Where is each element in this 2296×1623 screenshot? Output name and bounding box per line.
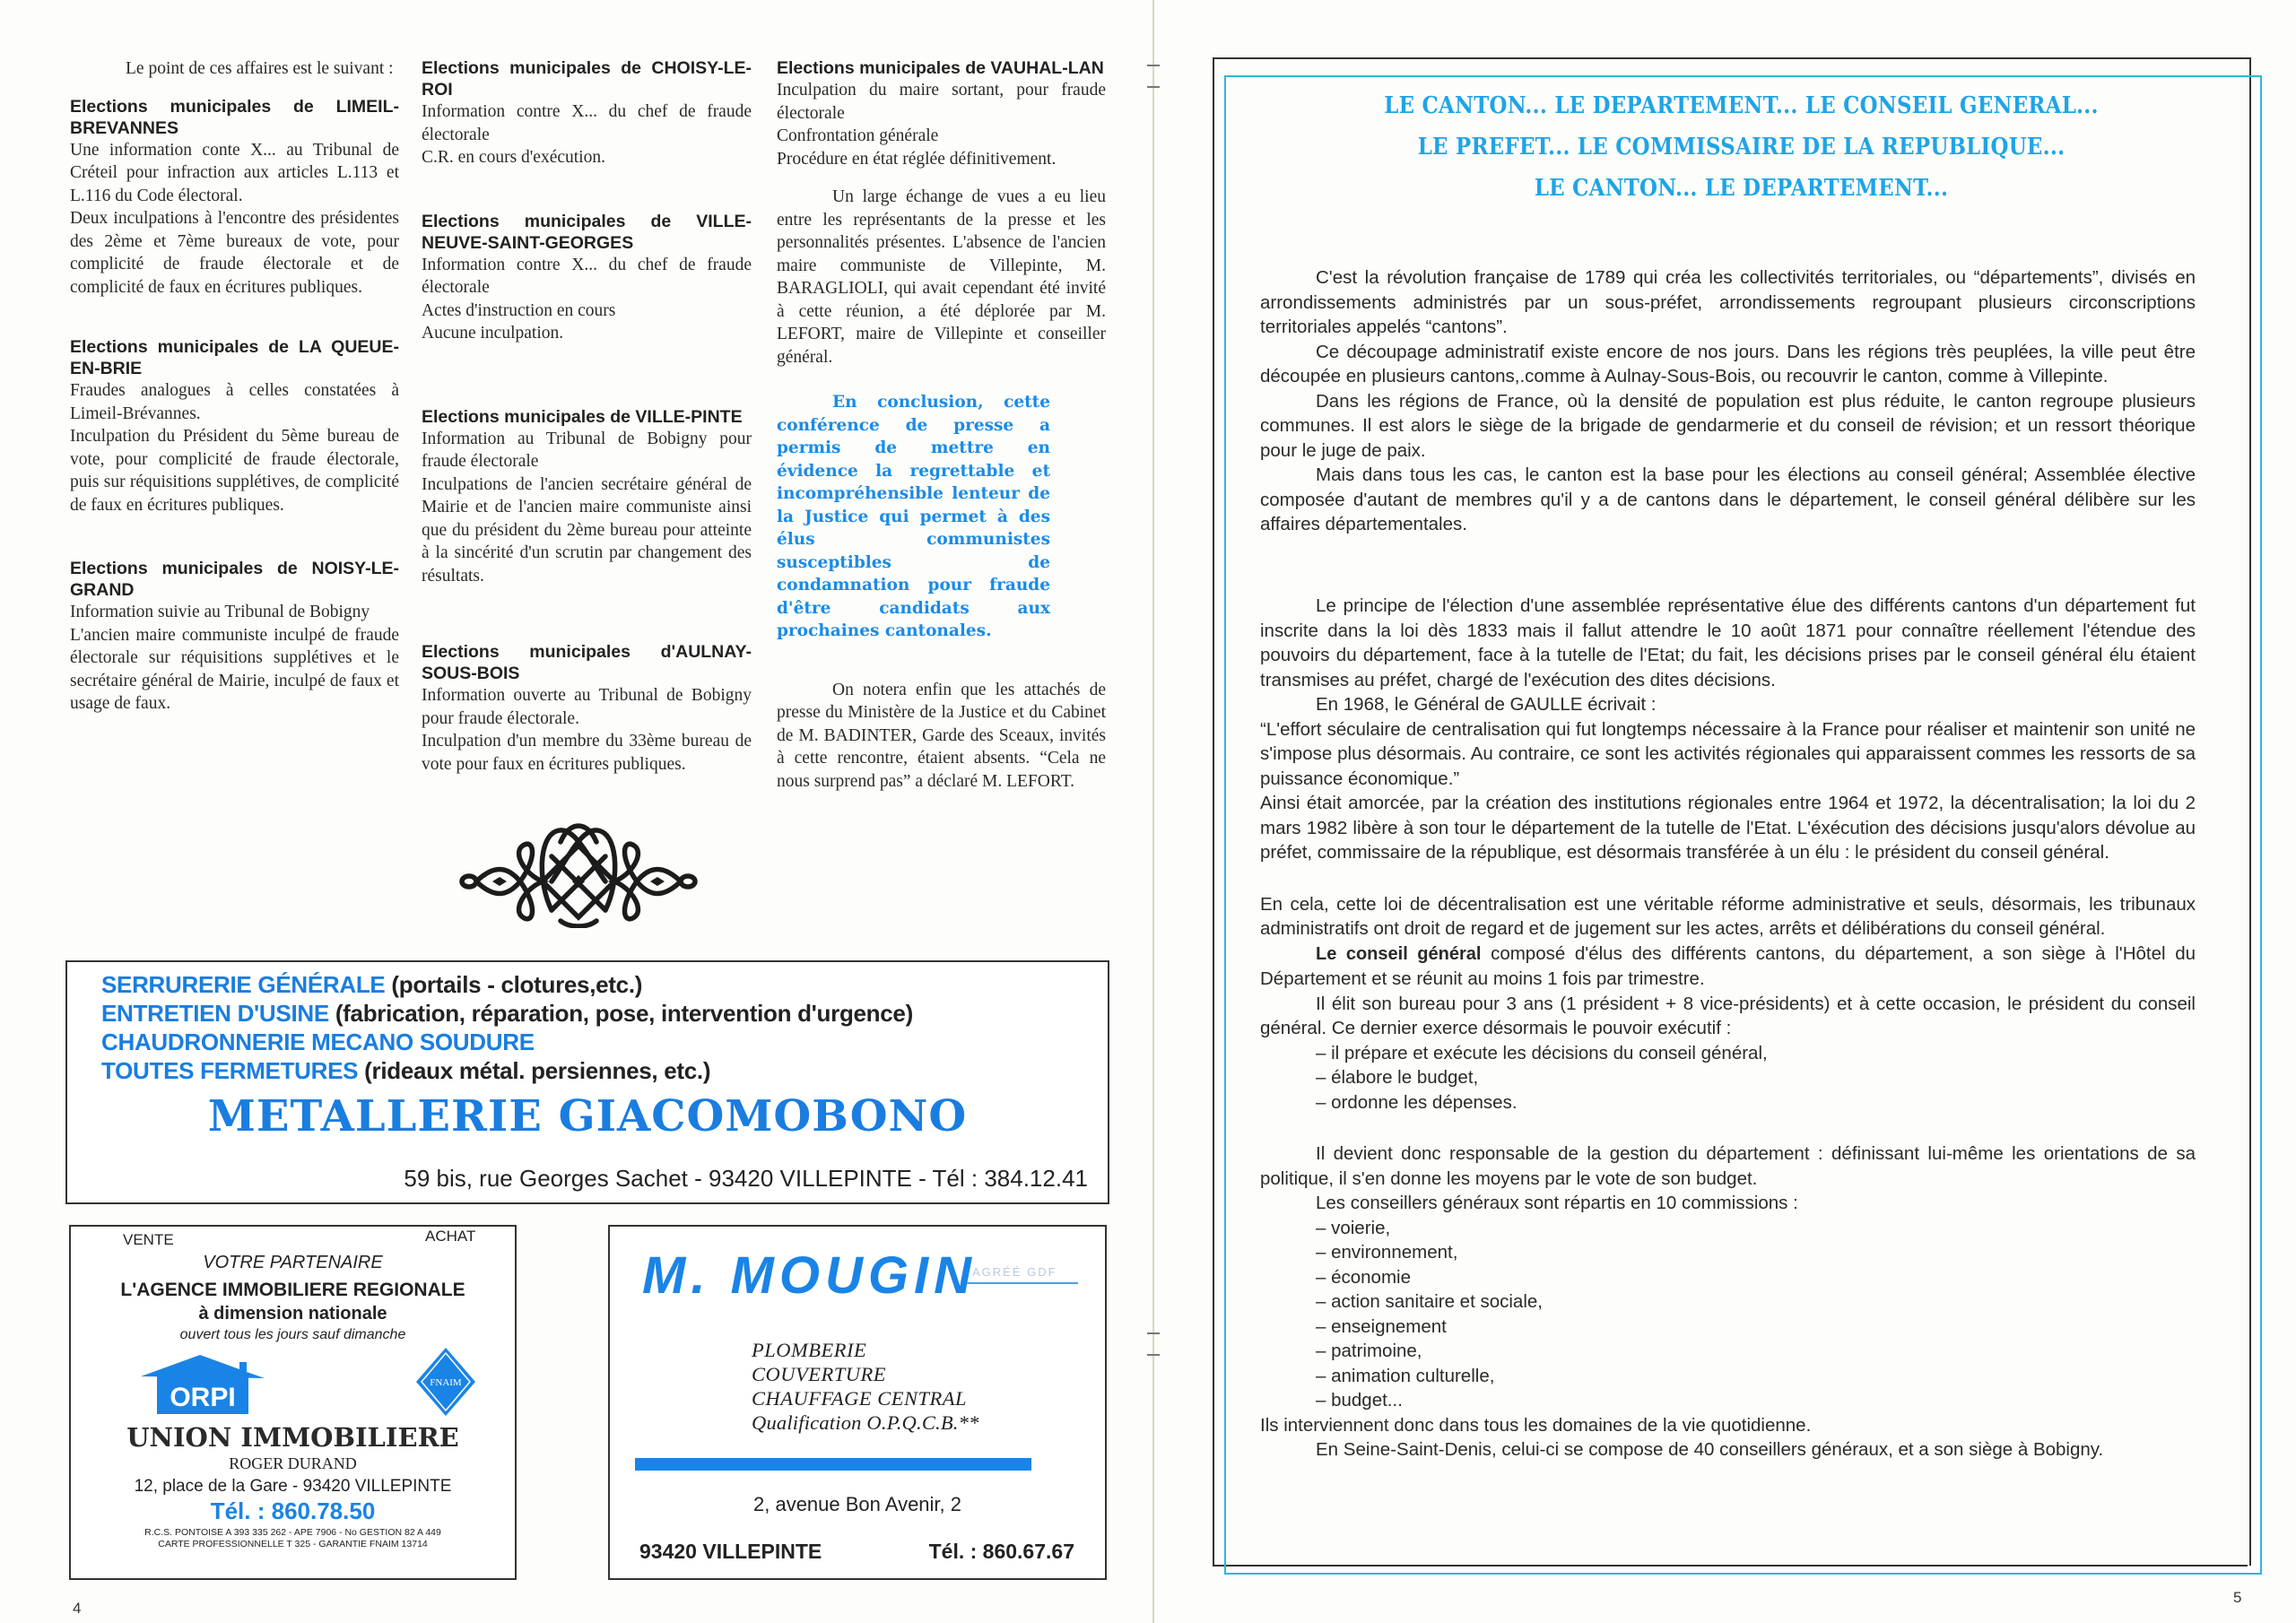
section-text: L'ancien maire communiste inculpé de fraude électorale sur réquisitions supplétives et le secrétaire général de Mairie, inculpé de faux et usage de faux. (70, 625, 399, 713)
section-text: Aucune inculpation. (422, 324, 564, 343)
page-title-line-2: LE PREFET... LE COMMISSAIRE DE LA REPUBLIQUE... (1417, 134, 2066, 161)
section-text: Inculpation du Président du 5ème bureau de vote, pour complicité de fraude électorale, puis sur réquisitions supplétives, de complicité de faux en écritures publiques. (70, 427, 399, 515)
section-text: Une information conte X... au Tribunal de Créteil pour infraction aux articles L.113 et L.116 du Code électoral. (70, 140, 399, 205)
closing-paragraph: On notera enfin que les attachés de presse du Ministère de la Justice et du Cabinet de M. BADINTER, Garde des Sceaux, invités à cette rencontre, étaient absents. “Cela ne nous surprend pas” a déclaré M. LEFORT. (777, 680, 1106, 791)
service-item: COUVERTURE (752, 1363, 886, 1385)
spine-tick (1147, 86, 1160, 88)
tagline: VOTRE PARTENAIRE (203, 1253, 383, 1272)
ad-metallerie-giacomobono (65, 960, 1109, 1204)
section-heading: Elections municipales d'AULNAY-SOUS-BOIS (422, 642, 752, 683)
service-detail: (fabrication, réparation, pose, intervention d'urgence) (335, 1000, 913, 1027)
section-text: Information contre X... du chef de fraude électorale (422, 255, 752, 297)
service-line (101, 1028, 535, 1055)
headline: L'AGENCE IMMOBILIERE REGIONALE (120, 1280, 465, 1300)
intro-text: Le point de ces affaires est le suivant : (126, 59, 394, 78)
section-aulnay-sous-bois (422, 641, 752, 776)
section-text: Deux inculpations à l'encontre des présidentes des 2ème et 7ème bureaux de vote, pour complicité de fraude électorale et de complicité de faux en écritures publiques. (70, 209, 399, 297)
section-heading: Elections municipales de VILLE-NEUVE-SAINT-GEORGES (422, 211, 752, 253)
commission-item: – action sanitaire et sociale, (1316, 1291, 1543, 1312)
service-line (101, 971, 642, 998)
page-title-line-3: LE CANTON... LE DEPARTEMENT... (1534, 175, 1949, 202)
section-text: C.R. en cours d'exécution. (422, 148, 605, 167)
conclusion-paragraph: En conclusion, cette conférence de presse a permis de mettre en évidence la regrettable et incompréhensible lenteur de la Justice qui permet à des élus communistes susceptibles de condamnation pour fraude d'être candidats aux prochaines cantonales. (777, 393, 1050, 640)
company-name: UNION IMMOBILIERE (126, 1422, 459, 1453)
opening-hours: ouvert tous les jours sauf dimanche (179, 1327, 406, 1342)
achat-label: ACHAT (425, 1228, 476, 1245)
conseil-general-bold: Le conseil général (1316, 943, 1482, 964)
section-text: Fraudes analogues à celles constatées à Limeil-Brévannes. (70, 381, 399, 423)
ad-m-mougin (608, 1225, 1107, 1580)
decorative-flourish-icon (453, 820, 704, 928)
company-city: 93420 VILLEPINTE (639, 1540, 822, 1563)
section-text: Inculpation du maire sortant, pour fraude électorale (777, 81, 1106, 123)
article-body-2 (1260, 594, 2196, 1462)
fnaim-logo-text: FNAIM (430, 1377, 462, 1388)
section-text: Actes d'instruction en cours (422, 300, 616, 320)
paragraph: Dans les régions de France, où la densité de population est plus réduite, le canton regroupe plusieurs communes. Il est alors le siège de la brigade de gendarmerie et du conseil de révision; et un ressort théorique pour le juge de paix. (1260, 390, 2196, 461)
column-3 (777, 57, 1106, 793)
commission-item: – voierie, (1316, 1217, 1391, 1238)
section-villepinte (422, 406, 752, 588)
paragraph: En Seine-Saint-Denis, celui-ci se compose de 40 conseillers généraux, et a son siège à Bobigny. (1316, 1439, 2104, 1460)
power-item: – élabore le budget, (1316, 1067, 1479, 1088)
ad-content (71, 1227, 515, 1550)
service-line (101, 1057, 710, 1084)
paragraph (1260, 942, 2196, 992)
section-text: Information contre X... du chef de fraude électorale (422, 102, 752, 144)
page-title-line-1: LE CANTON... LE DEPARTEMENT... LE CONSEIL GENERAL... (1384, 92, 2099, 119)
logos-row (71, 1344, 515, 1421)
spine-tick (1147, 1354, 1160, 1356)
service-title: TOUTES FERMETURES (101, 1057, 359, 1084)
commission-item: – patrimoine, (1316, 1341, 1422, 1361)
spacer (1260, 1115, 2196, 1141)
service-item: Qualification O.P.Q.C.B.** (752, 1411, 979, 1434)
vente-label: VENTE (123, 1231, 174, 1248)
services-list (752, 1338, 979, 1435)
section-text: Inculpations de l'ancien secrétaire général de Mairie et de l'ancien maire communiste ainsi que du président du 2ème bureau pour atteinte à la sincérité d'un scrutin par changement des résultats. (422, 474, 752, 586)
service-line (101, 1000, 913, 1027)
commission-item: – animation culturelle, (1316, 1365, 1495, 1386)
commission-item: – enseignement (1316, 1315, 1447, 1337)
exchange-paragraph: Un large échange de vues a eu lieu entre les représentants de la presse et les personnalités présentes. L'absence de l'ancien maire communiste de Villepinte, M. BARAGLIOLI, qui avait cependant été invité à cette réunion, a été déplorée par M. LEFORT, maire de Villepinte et conseiller général. (777, 187, 1106, 367)
paragraph: Les conseillers généraux sont répartis en 10 commissions : (1316, 1193, 1798, 1213)
commission-item: – budget... (1316, 1390, 1403, 1410)
fnaim-logo-icon (416, 1348, 475, 1416)
paragraph: Mais dans tous les cas, le canton est la base pour les élections au conseil général; Assemblée élective composée d'autant de membres qu'il y a de cantons dans le département, le conseil général délibère sur les affaires départementales. (1260, 464, 2196, 534)
section-heading: Elections municipales de VAUHAL-LAN (777, 58, 1104, 78)
service-title: SERRURERIE GÉNÉRALE (101, 971, 386, 998)
paragraph: Ainsi était amorcée, par la création des institutions régionales entre 1964 et 1972, la décentralisation; la loi du 2 mars 1982 libère à son tour le département de la tutelle de l'Etat. L'éxécution des décisions jusqu'alors dévolue au préfet, commissaire de la république, est désormais transférée à un élu : le président du conseil général. (1260, 793, 2196, 863)
section-text: Information suivie au Tribunal de Bobigny (70, 603, 370, 621)
paragraph: Le principe de l'élection d'une assemblée représentative élue des différents cantons d'un département fut inscrite dans la loi dès 1833 mais il fallut attendre le 10 août 1871 pour connaître réellement l'étendue des pouvoirs du département, face à la tutelle de l'Etat; du fait, les décisions prises par le conseil général élu étaient transmises au préfet, chargé de l'exécution des dites décisions. (1260, 595, 2196, 690)
service-item: PLOMBERIE (752, 1339, 867, 1361)
company-phone: Tél. : 860.67.67 (928, 1540, 1074, 1563)
paragraph: Ils interviennent donc dans tous les domaines de la vie quotidienne. (1260, 1414, 1812, 1436)
section-heading: Elections municipales de LIMEIL-BREVANNES (70, 96, 399, 138)
company-address: 12, place de la Gare - 93420 VILLEPINTE (134, 1477, 452, 1496)
spine-tick (1147, 1332, 1160, 1334)
company-address: 59 bis, rue Georges Sachet - 93420 VILLEPINTE - Tél : 384.12.41 (404, 1165, 1088, 1192)
paragraph: Il élit son bureau pour 3 ans (1 président + 8 vice-présidents) et à cette occasion, le président du conseil général. Ce dernier exerce désormais le pouvoir exécutif : (1260, 993, 2196, 1038)
orpi-logo-text: ORPI (170, 1383, 236, 1412)
section-text: Information ouverte au Tribunal de Bobigny pour fraude électorale. (422, 686, 752, 728)
power-item: – il prépare et exécute les décisions du conseil général, (1316, 1042, 1768, 1063)
company-name: M. MOUGIN (642, 1246, 977, 1305)
company-address: 2, avenue Bon Avenir, 2 (753, 1493, 961, 1515)
spine-tick (1147, 65, 1160, 66)
company-name: METALLERIE GIACOMOBONO (207, 1091, 968, 1141)
section-choisy-le-roi (422, 57, 752, 169)
vente-achat-row (71, 1227, 515, 1247)
owner-name: ROGER DURAND (229, 1454, 357, 1472)
paragraph: C'est la révolution française de 1789 qui créa les collectivités territoriales, ou “départements”, divisés en arrondissements administrés par un sous-préfet, arrondissements regroupant plusieurs circonscriptions territoriales appelés “cantons”. (1260, 267, 2196, 337)
conseil-general-text: composé d'élus des différents cantons, du département, a son siège à l'Hôtel du Département et se réunit au moins 1 fois par trimestre. (1260, 942, 2196, 989)
paragraph: En 1968, le Général de GAULLE écrivait : (1316, 694, 1657, 715)
service-detail: (portails - clotures,etc.) (391, 971, 643, 998)
section-vauhallan (777, 57, 1106, 170)
agreement-stamp: AGRÉÉ GDF (967, 1263, 1078, 1284)
legal-line-1: R.C.S. PONTOISE A 393 335 262 - APE 7906 - No GESTION 82 A 449 (144, 1527, 441, 1538)
section-text: Confrontation générale (777, 126, 939, 145)
service-title: CHAUDRONNERIE MECANO SOUDURE (101, 1028, 535, 1055)
service-detail: (rideaux métal. persiennes, etc.) (364, 1057, 711, 1084)
degaulle-quote: “L'effort séculaire de centralisation qui fut longtemps nécessaire à la France pour réaliser et maintenir son unité ne s'impose plus désormais. Au contraire, ce sont les activités régionales qui apparaissent commes les ressorts de sa puissance économique.” (1260, 718, 2196, 789)
section-text: Procédure en état réglée définitivement. (777, 149, 1057, 169)
commission-item: – environnement, (1316, 1242, 1458, 1263)
section-heading: Elections municipales de VILLE-PINTE (422, 406, 743, 427)
power-item: – ordonne les dépenses. (1316, 1091, 1518, 1113)
page-number-left: 4 (73, 1600, 82, 1617)
page-spine (1152, 0, 1154, 1623)
section-heading: Elections municipales de NOISY-LE-GRAND (70, 559, 399, 600)
section-noisy-le-grand (70, 558, 399, 716)
column-2 (422, 57, 752, 813)
section-villeneuve-saint-georges (422, 211, 752, 345)
section-text: Inculpation d'un membre du 33ème bureau de vote pour faux en écritures publiques. (422, 732, 752, 774)
paragraph: Il devient donc responsable de la gestion du département : définissant lui-même les orientations de sa politique, il s'en donne les moyens par le vote de son budget. (1260, 1143, 2196, 1189)
legal-line-2: CARTE PROFESSIONNELLE T 325 - GARANTIE FNAIM 13714 (158, 1539, 428, 1549)
paragraph: En cela, cette loi de décentralisation est une véritable réforme administrative et seuls, désormais, les tribunaux administratifs ont droit de regard et de jugement sur les actes, arrêts et délibérations du conseil général. (1260, 893, 2196, 939)
subheadline: à dimension nationale (198, 1304, 387, 1324)
spacer (1260, 865, 2196, 892)
company-phone: Tél. : 860.78.50 (210, 1497, 376, 1524)
commission-item: – économie (1316, 1266, 1411, 1288)
page-number-right: 5 (2233, 1589, 2242, 1606)
ad-union-immobiliere (69, 1225, 517, 1580)
section-heading: Elections municipales de LA QUEUE-EN-BRIE (70, 337, 399, 378)
article-body-1 (1260, 265, 2196, 537)
service-item: CHAUFFAGE CENTRAL (752, 1387, 967, 1410)
section-heading: Elections municipales de CHOISY-LE-ROI (422, 58, 752, 100)
service-title: ENTRETIEN D'USINE (101, 1000, 329, 1027)
orpi-logo-icon (141, 1350, 265, 1414)
section-queue-en-brie (70, 336, 399, 516)
section-text: Information au Tribunal de Bobigny pour fraude électorale (422, 429, 752, 471)
section-limeil (70, 96, 399, 299)
column-1 (70, 57, 399, 753)
divider-bar (635, 1458, 1031, 1471)
paragraph: Ce découpage administratif existe encore de nos jours. Dans les régions très peuplées, la ville peut être découpée en plusieurs cantons,.comme à Aulnay-Sous-Bois, ou recouvrir le canton, comme à Villepinte. (1260, 341, 2196, 386)
